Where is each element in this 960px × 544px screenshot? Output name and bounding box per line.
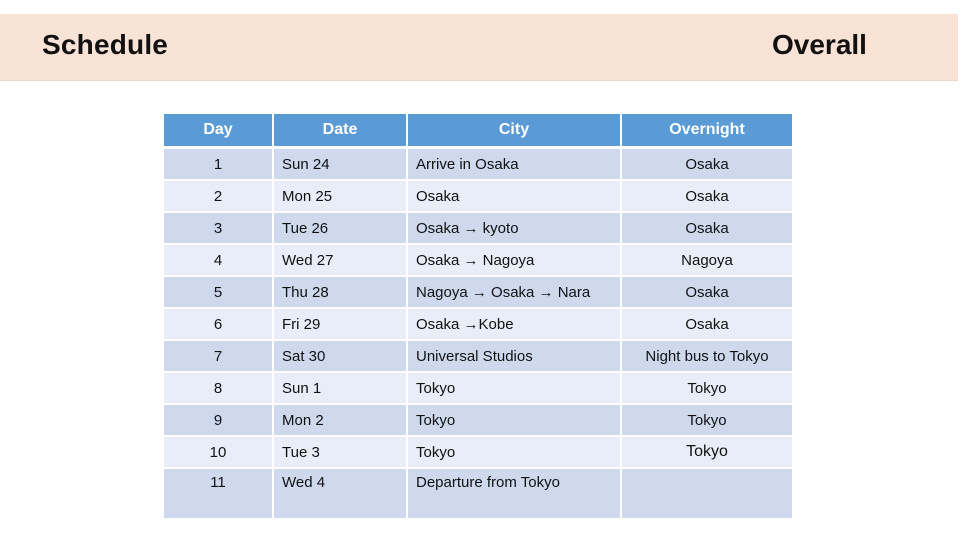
cell-city: Tokyo (407, 404, 621, 436)
cell-day: 6 (164, 308, 273, 340)
cell-overnight: Osaka (621, 148, 792, 181)
cell-city: Nagoya → Osaka → Nara (407, 276, 621, 308)
cell-day: 7 (164, 340, 273, 372)
cell-date: Wed 27 (273, 244, 407, 276)
cell-day: 11 (164, 468, 273, 519)
cell-city: Osaka → kyoto (407, 212, 621, 244)
cell-date: Fri 29 (273, 308, 407, 340)
cell-overnight: Osaka (621, 308, 792, 340)
cell-overnight: Tokyo (621, 404, 792, 436)
table-row (164, 276, 792, 308)
cell-overnight: Nagoya (621, 244, 792, 276)
header-right-label: Overall (772, 29, 867, 60)
cell-date: Sun 24 (273, 148, 407, 181)
table-row (164, 340, 792, 372)
cell-overnight: Osaka (621, 180, 792, 212)
table-row (164, 180, 792, 212)
cell-city: Arrive in Osaka (407, 148, 621, 181)
cell-date: Sun 1 (273, 372, 407, 404)
cell-city: Osaka → Nagoya (407, 244, 621, 276)
cell-day: 2 (164, 180, 273, 212)
table-row (164, 468, 792, 519)
cell-overnight: Osaka (621, 212, 792, 244)
cell-city: Universal Studios (407, 340, 621, 372)
table-header-row (164, 114, 792, 148)
column-header-overnight: Overnight (621, 114, 792, 148)
cell-date: Tue 3 (273, 436, 407, 468)
cell-city: Tokyo (407, 372, 621, 404)
cell-date: Wed 4 (273, 468, 407, 519)
cell-date: Thu 28 (273, 276, 407, 308)
column-header-day: Day (164, 114, 273, 148)
table-row (164, 436, 792, 468)
cell-date: Sat 30 (273, 340, 407, 372)
table-row (164, 372, 792, 404)
page-title: Schedule (42, 29, 169, 60)
cell-date: Tue 26 (273, 212, 407, 244)
table-row (164, 244, 792, 276)
cell-day: 3 (164, 212, 273, 244)
cell-overnight: Osaka (621, 276, 792, 308)
cell-overnight: Tokyo (621, 372, 792, 404)
schedule-table (164, 114, 792, 520)
table-row (164, 404, 792, 436)
column-header-city: City (407, 114, 621, 148)
table-row (164, 308, 792, 340)
cell-city: Tokyo (407, 436, 621, 468)
cell-day: 4 (164, 244, 273, 276)
cell-overnight: Night bus to Tokyo (621, 340, 792, 372)
column-header-date: Date (273, 114, 407, 148)
cell-city: Osaka (407, 180, 621, 212)
cell-date: Mon 25 (273, 180, 407, 212)
cell-day: 9 (164, 404, 273, 436)
table-row (164, 212, 792, 244)
cell-date: Mon 2 (273, 404, 407, 436)
cell-day: 10 (164, 436, 273, 468)
table-row (164, 148, 792, 181)
cell-day: 1 (164, 148, 273, 181)
cell-overnight (621, 468, 792, 519)
cell-day: 8 (164, 372, 273, 404)
cell-overnight: Tokyo (621, 436, 792, 468)
cell-city: Osaka →Kobe (407, 308, 621, 340)
cell-city: Departure from Tokyo (407, 468, 621, 519)
cell-day: 5 (164, 276, 273, 308)
